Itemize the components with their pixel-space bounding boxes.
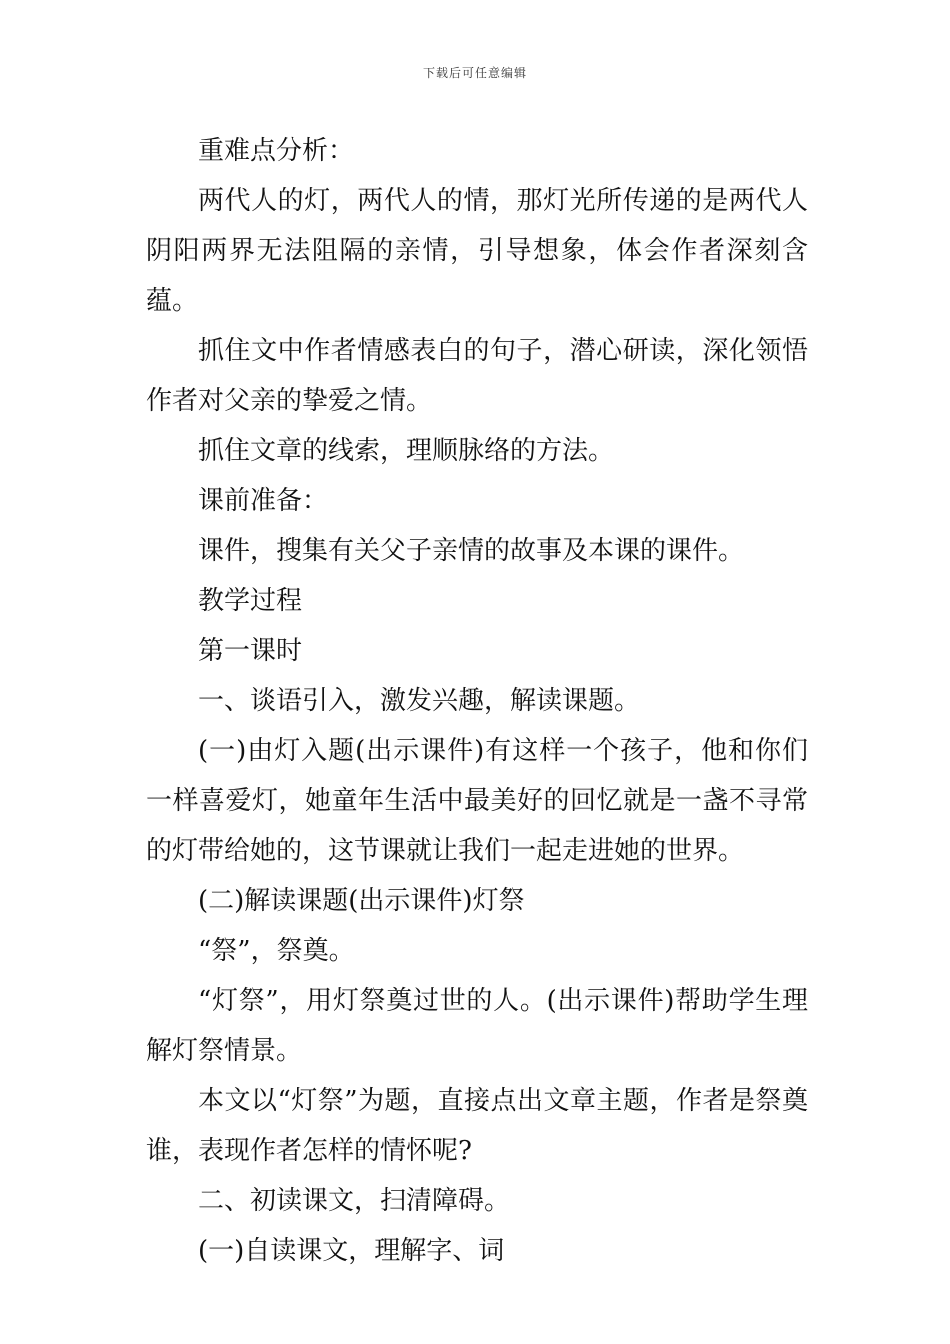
- header-note: 下载后可任意编辑: [422, 66, 527, 80]
- paragraph-heading-key-points: 重难点分析：: [198, 136, 355, 166]
- paragraph: 两代人的灯，两代人的情，那灯光所传递的是两代人阴阳两界无法阻隔的亲情，引导想象，体会作者深刻含蕴。: [146, 186, 808, 316]
- document-body: [146, 126, 808, 1276]
- paragraph: 本文以“灯祭”为题，直接点出文章主题，作者是祭奠谁，表现作者怎样的情怀呢?: [146, 1086, 808, 1166]
- paragraph: (一)由灯入题(出示课件)有这样一个孩子，他和你们一样喜爱灯，她童年生活中最美好的回忆就是一盏不寻常的灯带给她的，这节课就让我们一起走进她的世界。: [146, 736, 808, 866]
- paragraph-section-one: 一、谈语引入，激发兴趣，解读课题。: [198, 686, 641, 716]
- paragraph: (一)自读课文，理解字、词: [198, 1236, 505, 1266]
- paragraph: “灯祭”，用灯祭奠过世的人。(出示课件)帮助学生理解灯祭情景。: [146, 986, 808, 1066]
- paragraph: “祭”，祭奠。: [198, 936, 355, 966]
- paragraph: (二)解读课题(出示课件)灯祭: [198, 886, 525, 916]
- paragraph: 课件，搜集有关父子亲情的故事及本课的课件。: [198, 536, 745, 566]
- paragraph-heading-lesson: 第一课时: [198, 636, 303, 666]
- paragraph-section-two: 二、初读课文，扫清障碍。: [198, 1186, 511, 1216]
- paragraph-heading-preparation: 课前准备：: [198, 486, 329, 516]
- paragraph: 抓住文章的线索，理顺脉络的方法。: [198, 436, 615, 466]
- paragraph-heading-process: 教学过程: [198, 586, 303, 616]
- paragraph: 抓住文中作者情感表白的句子，潜心研读，深化领悟作者对父亲的挚爱之情。: [146, 336, 808, 416]
